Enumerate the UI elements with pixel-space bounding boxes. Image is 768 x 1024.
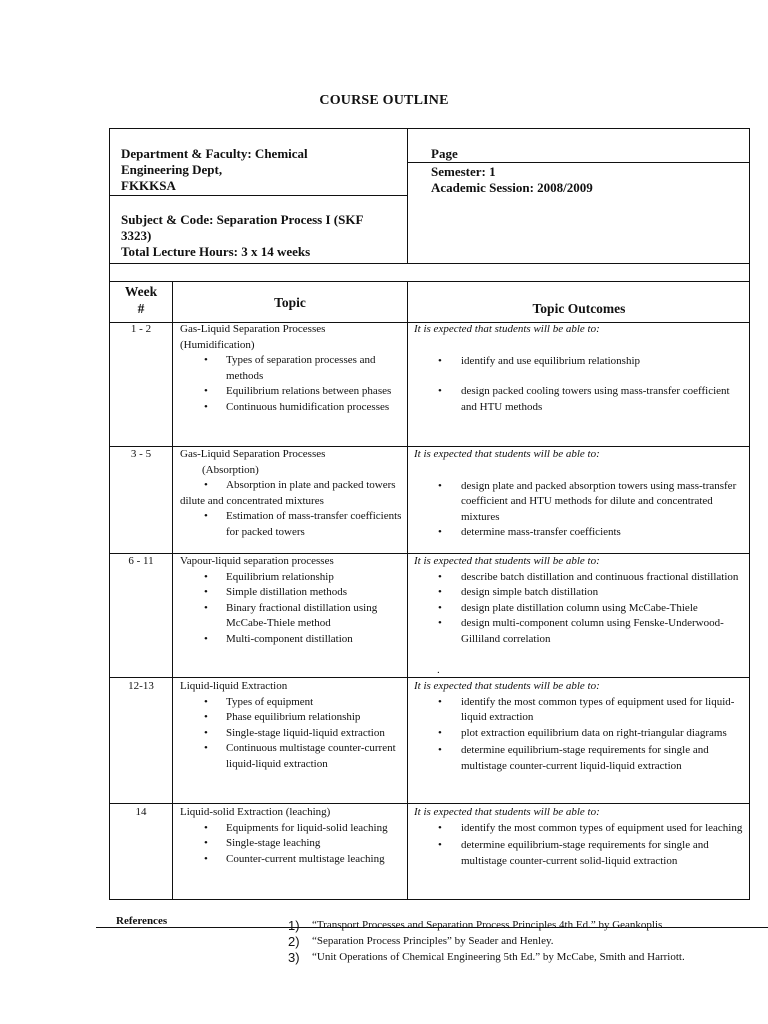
topic-item: • Binary fractional distillation using McCabe-Thiele method — [180, 601, 405, 632]
outcome-item: • design simple batch distillation — [414, 585, 748, 601]
outcome-lead: It is expected that students will be able to: — [414, 555, 600, 567]
topic-item: • Estimation of mass-transfer coefficients for packed towers — [180, 509, 405, 540]
reference-item — [288, 934, 748, 952]
topic-item: • Continuous multistage counter-current liquid-liquid extraction — [180, 741, 405, 772]
outcome-item: • identify the most common types of equipment used for liquid-liquid extraction — [414, 695, 748, 726]
outcome-item: • determine mass-transfer coefficients — [414, 525, 748, 541]
topic-title: Liquid-solid Extraction (leaching) — [180, 806, 331, 818]
week-cell: 3 - 5 — [130, 448, 152, 460]
department-info — [121, 146, 401, 194]
topic-item: • Multi-component distillation — [180, 632, 405, 648]
topic-item: • Types of equipment — [180, 695, 405, 711]
topic-title: Gas-Liquid Separation Processes — [180, 448, 326, 460]
rule — [172, 281, 173, 900]
page-label: Page — [431, 146, 458, 161]
outcomes-cell — [414, 554, 748, 648]
reference-text: “Unit Operations of Chemical Engineering 5th Ed.” by McCabe, Smith and Harriott. — [312, 951, 685, 963]
topic-note: dilute and concentrated mixtures — [180, 494, 324, 507]
department-line: Engineering Dept, — [121, 162, 223, 177]
outcome-item: • determine equilibrium-stage requirements for single and multistage counter-current solid-liquid extraction — [414, 838, 748, 869]
topic-item: • Counter-current multistage leaching — [180, 852, 405, 868]
topic-item: • Single-stage leaching — [180, 836, 405, 852]
reference-item — [288, 950, 748, 968]
topic-item: • Absorption in plate and packed towers — [180, 478, 405, 494]
rule — [109, 677, 750, 678]
rule — [109, 281, 750, 282]
outcome-item: • identify the most common types of equipment used for leaching — [414, 821, 748, 837]
subject-info — [121, 212, 406, 260]
outcome-item: • describe batch distillation and continuous fractional distillation — [414, 570, 748, 586]
week-cell: 1 - 2 — [130, 323, 152, 335]
page-title: COURSE OUTLINE — [319, 93, 449, 108]
references-label: References — [116, 915, 168, 927]
semester-info: Semester: 1 — [431, 164, 496, 179]
topic-item: • Equilibrium relations between phases — [180, 384, 405, 400]
topic-subtitle: (Humidification) — [180, 338, 255, 351]
academic-session: Academic Session: 2008/2009 — [431, 180, 593, 195]
subject-line: 3323) — [121, 228, 152, 243]
topic-item: • Phase equilibrium relationship — [180, 710, 405, 726]
outcomes-cell — [414, 679, 748, 775]
topic-cell — [180, 447, 405, 541]
week-header-line: Week — [124, 284, 158, 299]
lecture-hours: Total Lecture Hours: 3 x 14 weeks — [121, 244, 311, 259]
reference-number: 3) — [288, 950, 300, 965]
topic-title: Vapour-liquid separation processes — [180, 555, 334, 567]
topic-item: • Equilibrium relationship — [180, 570, 405, 586]
week-cell: 12-13 — [128, 680, 154, 692]
rule — [407, 162, 750, 163]
week-cell: 14 — [135, 806, 147, 818]
outcome-item: • plot extraction equilibrium data on right-triangular diagrams — [414, 726, 748, 742]
week-header-line: # — [137, 301, 145, 316]
reference-item — [288, 918, 748, 936]
outcome-lead: It is expected that students will be able to: — [414, 448, 600, 460]
outcome-lead: It is expected that students will be able to: — [414, 680, 600, 692]
topic-cell — [180, 805, 405, 867]
outcomes-cell — [414, 447, 748, 541]
topic-item: • Simple distillation methods — [180, 585, 405, 601]
topic-subtitle: (Absorption) — [202, 463, 259, 476]
reference-number: 2) — [288, 934, 300, 949]
reference-text: “Separation Process Principles” by Seader and Henley. — [312, 935, 554, 947]
topic-cell — [180, 322, 405, 416]
week-cell: 6 - 11 — [128, 555, 154, 567]
topic-item: • Continuous humidification processes — [180, 400, 405, 416]
reference-number: 1) — [288, 918, 300, 933]
rule — [109, 195, 408, 196]
department-line: Department & Faculty: Chemical — [121, 146, 308, 161]
outcome-lead: It is expected that students will be able to: — [414, 806, 600, 818]
topic-item: • Single-stage liquid-liquid extraction — [180, 726, 405, 742]
subject-line: Subject & Code: Separation Process I (SKF — [121, 212, 364, 227]
outcome-item: • identify and use equilibrium relationship — [414, 354, 748, 370]
outcomes-cell — [414, 805, 748, 869]
department-line: FKKKSA — [121, 178, 176, 193]
topic-title: Gas-Liquid Separation Processes — [180, 323, 326, 335]
rule — [109, 263, 750, 264]
topic-item: • Equipments for liquid-solid leaching — [180, 821, 405, 837]
outcome-lead: It is expected that students will be able to: — [414, 323, 600, 335]
outcome-item: • determine equilibrium-stage requirements for single and multistage counter-current liquid-liquid extraction — [414, 743, 748, 774]
trailing-mark: . — [437, 664, 440, 676]
outcome-item: • design plate distillation column using McCabe-Thiele — [414, 601, 748, 617]
outcomes-column-header: Topic Outcomes — [532, 301, 626, 316]
week-column-header — [110, 283, 172, 317]
rule — [407, 128, 408, 263]
outcome-item: • design packed cooling towers using mass-transfer coefficient and HTU methods — [414, 384, 748, 415]
topic-cell — [180, 679, 405, 773]
rule — [109, 803, 750, 804]
rule — [407, 281, 408, 900]
outcome-item: • design multi-component column using Fenske-Underwood-Gilliland correlation — [414, 616, 748, 647]
topic-item: • Types of separation processes and methods — [180, 353, 405, 384]
outcome-item: • design plate and packed absorption towers using mass-transfer coefficient and HTU methods for dilute and concentrated mixtures — [414, 479, 748, 526]
topic-title: Liquid-liquid Extraction — [180, 680, 288, 692]
topic-column-header: Topic — [274, 295, 306, 310]
reference-text: “Transport Processes and Separation Process Principles 4th Ed.” by Geankoplis — [312, 919, 663, 931]
topic-cell — [180, 554, 405, 648]
outcomes-cell — [414, 322, 748, 415]
